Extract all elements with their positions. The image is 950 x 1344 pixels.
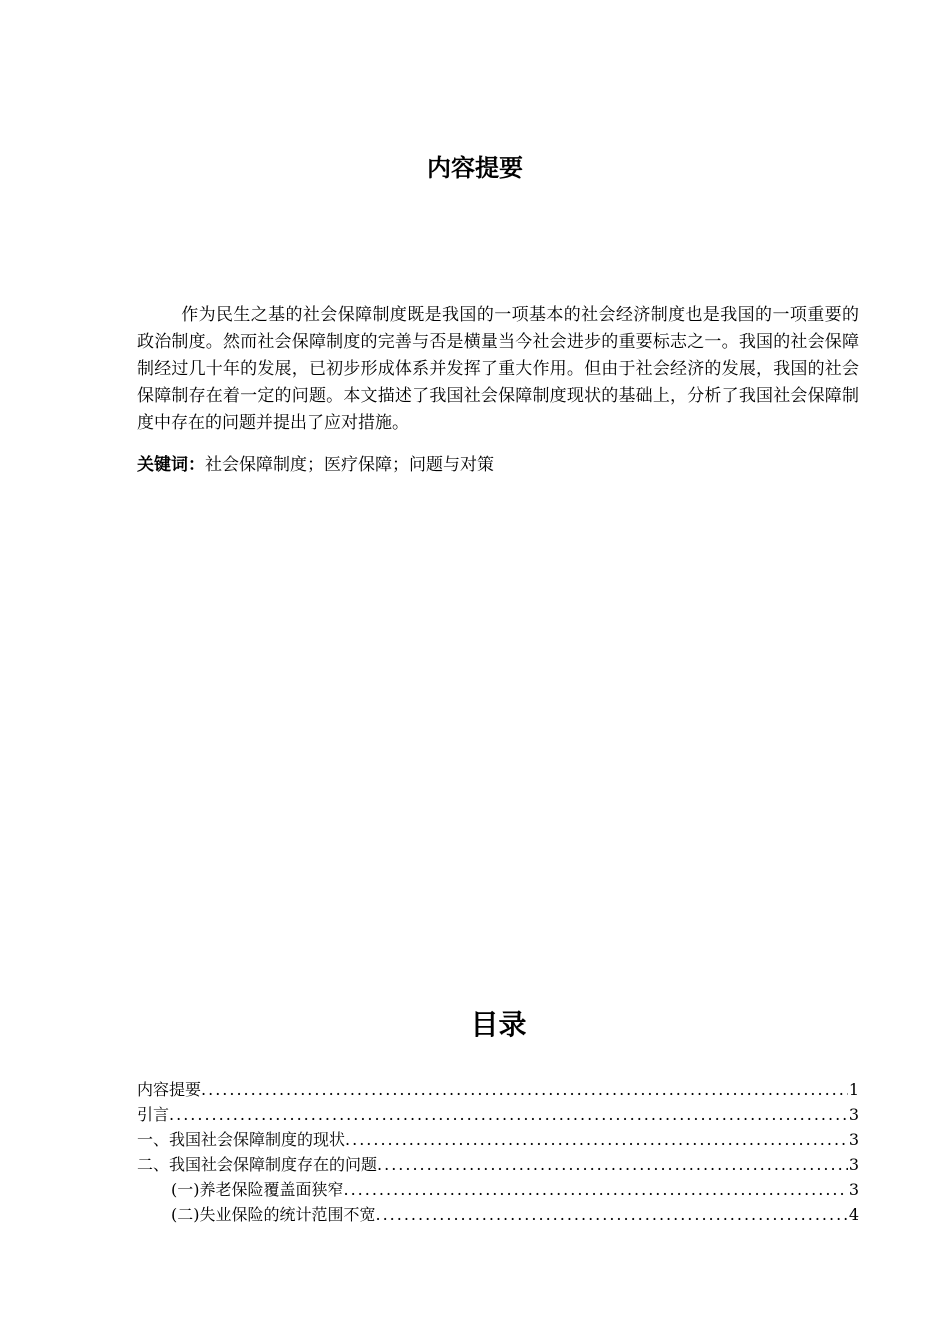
toc-entry-text: 二、我国社会保障制度存在的问题: [137, 1155, 378, 1174]
abstract-title: 内容提要: [427, 154, 523, 183]
toc-entry-section-1[interactable]: [137, 1127, 859, 1152]
abstract-paragraph: 作为民生之基的社会保障制度既是我国的一项基本的社会经济制度也是我国的一项重要的政治制度。然而社会保障制度的完善与否是横量当今社会进步的重要标志之一。我国的社会保障制经过几十年的发展，已初步形成体系并发挥了重大作用。但由于社会经济的发展，我国的社会保障制存在着一定的问题。本文描述了我国社会保障制度现状的基础上，分析了我国社会保障制度中存在的问题并提出了应对措施。: [137, 305, 859, 433]
toc-entry-section-2-1[interactable]: [137, 1177, 859, 1202]
keywords-line: [137, 452, 859, 479]
toc-entry-text: 引言: [137, 1105, 170, 1124]
toc-entry-section-2-2[interactable]: [137, 1202, 859, 1227]
toc-dot-leader: [201, 1077, 848, 1102]
toc-entry-text: 一、我国社会保障制度的现状: [137, 1130, 346, 1149]
toc-entry-page: 3: [848, 1180, 859, 1199]
toc-dot-leader: [377, 1152, 848, 1177]
toc-entry-text: 内容提要: [137, 1080, 202, 1099]
toc-title: 目录: [470, 1008, 527, 1042]
toc-entry-text: (一)养老保险覆盖面狭窄: [171, 1180, 344, 1199]
toc-entry-page: 3: [848, 1155, 859, 1174]
table-of-contents: [137, 1077, 859, 1227]
toc-entry-page: 3: [848, 1130, 859, 1149]
toc-entry-abstract[interactable]: [137, 1077, 859, 1102]
toc-entry-introduction[interactable]: [137, 1102, 859, 1127]
toc-dot-leader: [376, 1202, 848, 1227]
toc-dot-leader: [344, 1177, 848, 1202]
toc-entry-page: 1: [848, 1080, 859, 1099]
toc-dot-leader: [169, 1102, 848, 1127]
keywords-value: 社会保障制度；医疗保障；问题与对策: [205, 455, 494, 475]
toc-entry-page: 3: [848, 1105, 859, 1124]
keywords-label: 关键词：: [137, 455, 205, 475]
toc-entry-text: (二)失业保险的统计范围不宽: [171, 1205, 376, 1224]
toc-dot-leader: [345, 1127, 848, 1152]
toc-entry-section-2[interactable]: [137, 1152, 859, 1177]
toc-entry-page: 4: [848, 1205, 859, 1224]
